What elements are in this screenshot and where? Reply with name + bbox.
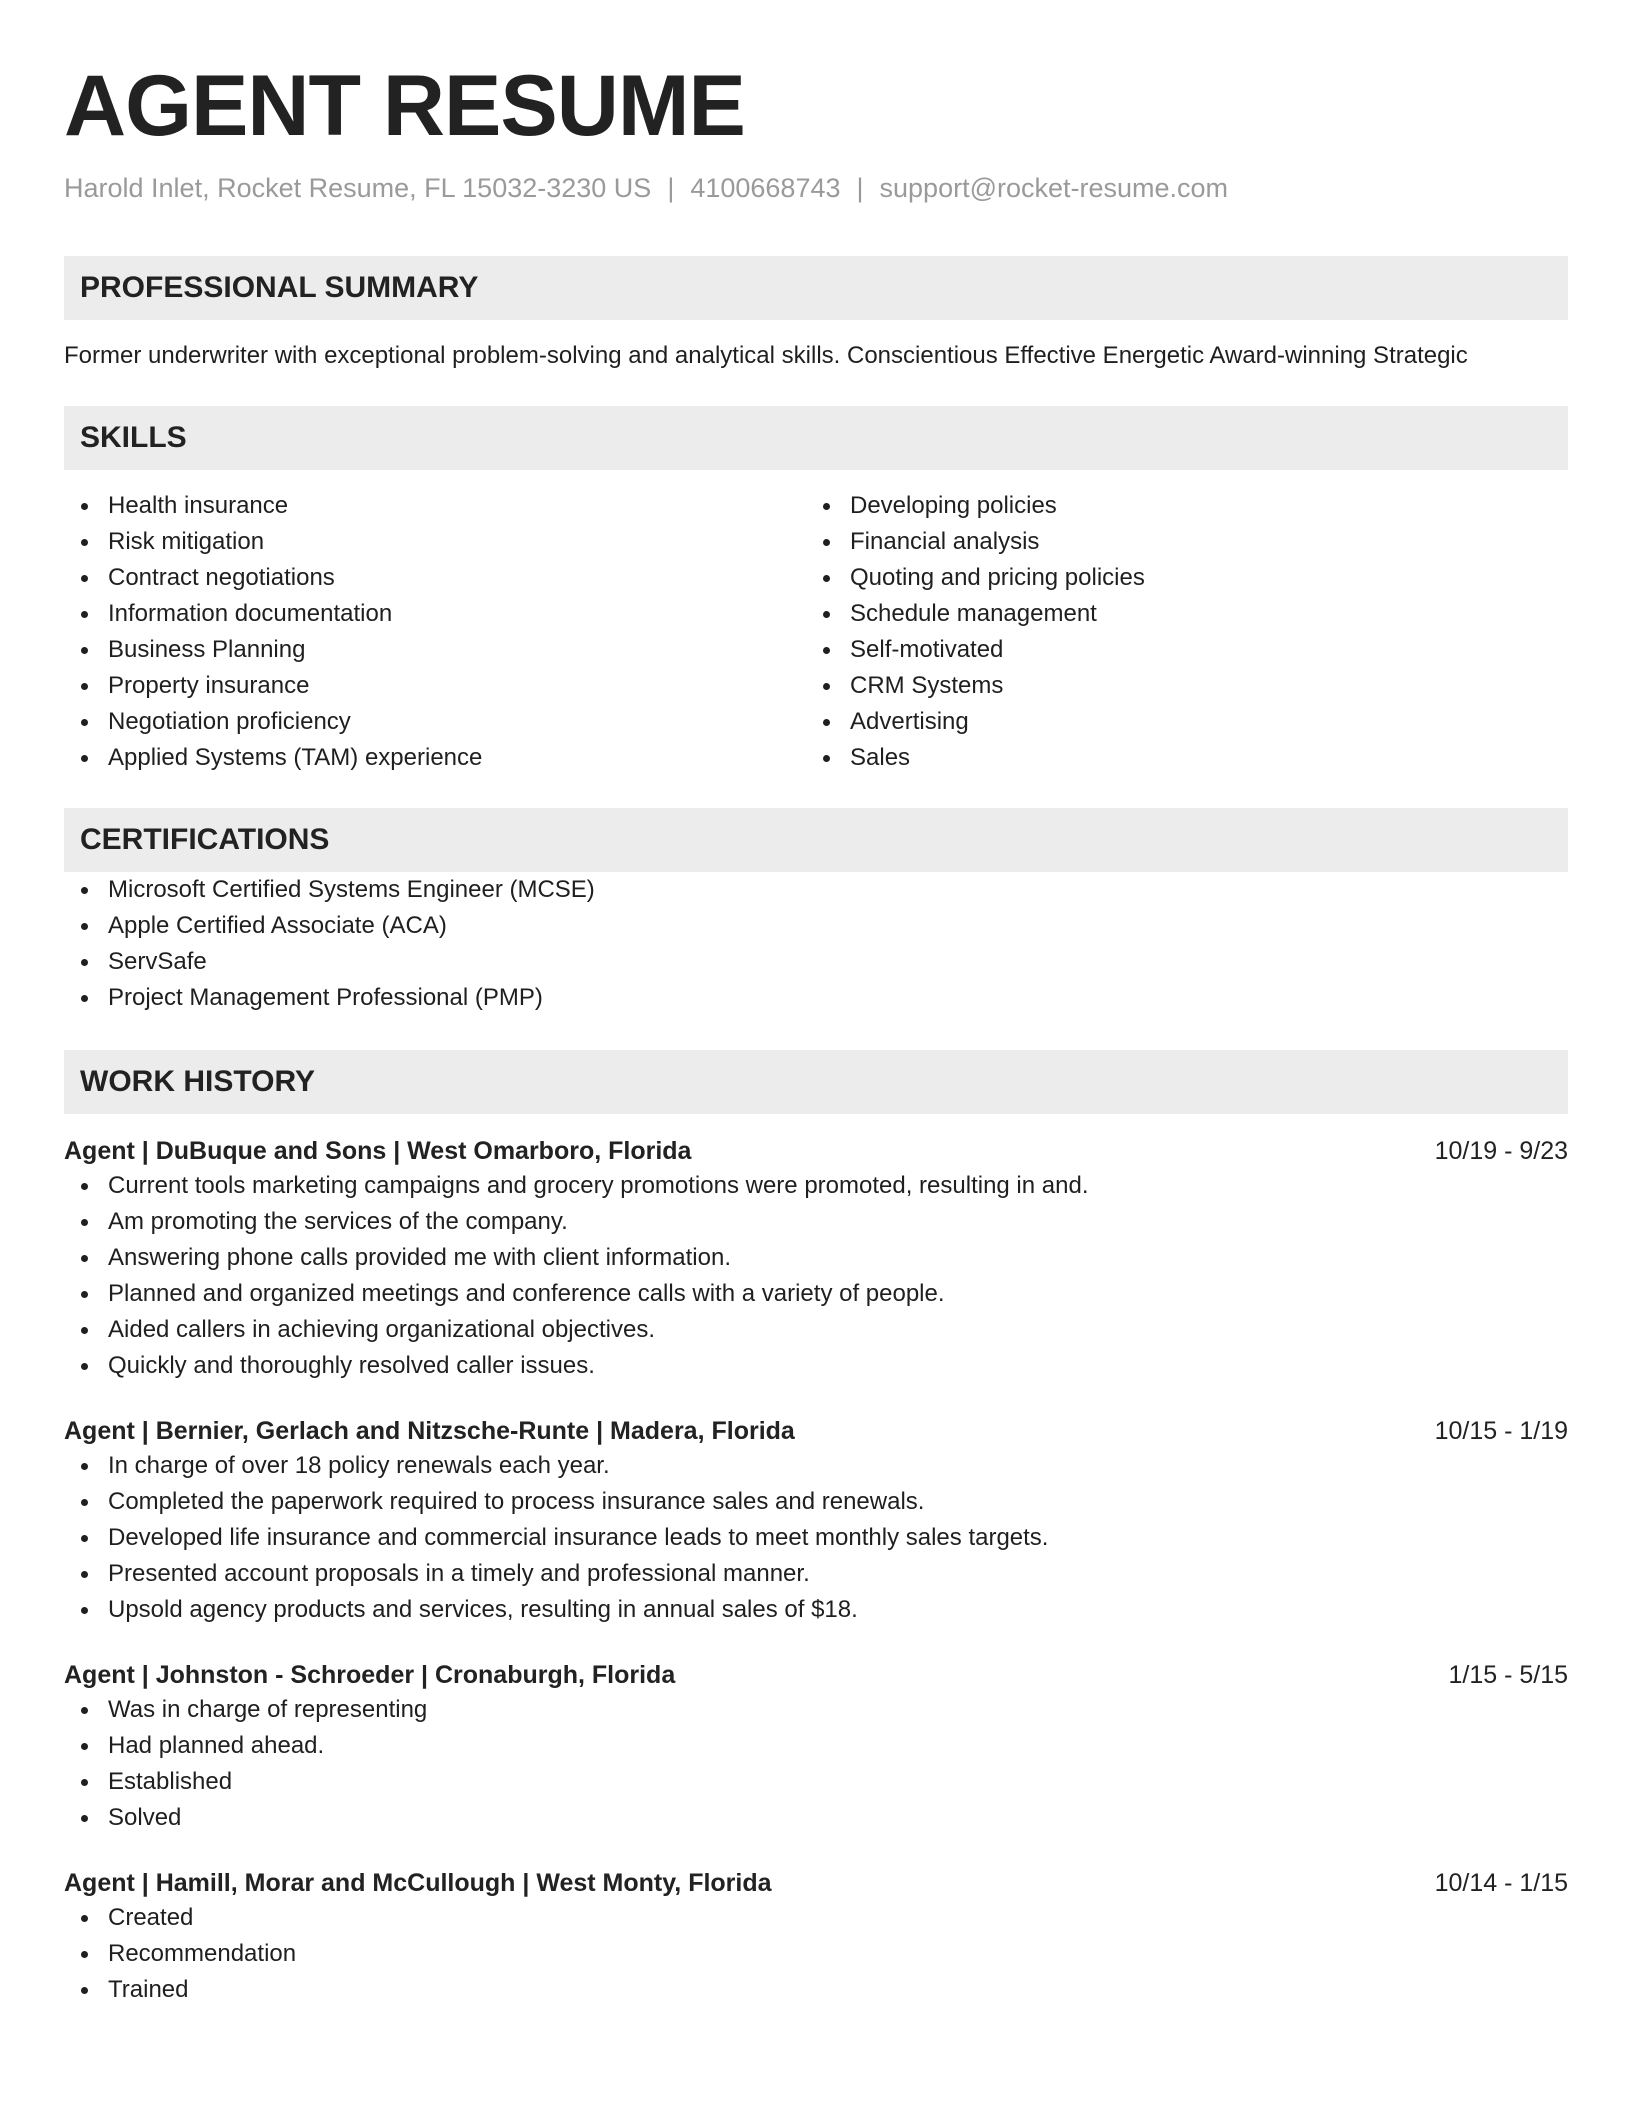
skill-item: Negotiation proficiency [64, 704, 806, 740]
skill-item: Applied Systems (TAM) experience [64, 740, 806, 776]
job-entry [64, 1658, 1568, 1836]
contact-line [64, 170, 1568, 206]
skills-column-left [64, 488, 806, 776]
section-header-summary: PROFESSIONAL SUMMARY [64, 256, 1568, 320]
job-header [64, 1866, 1568, 1900]
resume-title: AGENT RESUME [64, 58, 745, 154]
job-entry [64, 1866, 1568, 2008]
skill-item: Risk mitigation [64, 524, 806, 560]
job-dates: 1/15 - 5/15 [1448, 1661, 1568, 1689]
certification-item: Project Management Professional (PMP) [64, 980, 1568, 1016]
job-header [64, 1658, 1568, 1692]
skill-item: Financial analysis [806, 524, 1548, 560]
job-bullet: Had planned ahead. [64, 1728, 1568, 1764]
job-dates: 10/19 - 9/23 [1434, 1137, 1568, 1165]
job-entry [64, 1134, 1568, 1384]
job-header [64, 1134, 1568, 1168]
job-bullet: Upsold agency products and services, resulting in annual sales of $18. [64, 1592, 1568, 1628]
job-bullets [64, 1168, 1568, 1384]
skill-item: Health insurance [64, 488, 806, 524]
job-bullet: Solved [64, 1800, 1568, 1836]
contact-phone: 4100668743 [690, 173, 841, 203]
skill-item: Advertising [806, 704, 1548, 740]
contact-separator: | [667, 173, 675, 203]
job-bullet: Created [64, 1900, 1568, 1936]
section-header-certifications: CERTIFICATIONS [64, 808, 1568, 872]
job-dates: 10/14 - 1/15 [1434, 1869, 1568, 1897]
job-title: Agent | DuBuque and Sons | West Omarboro, Florida [64, 1137, 692, 1165]
job-title: Agent | Johnston - Schroeder | Cronaburgh, Florida [64, 1661, 676, 1689]
job-bullets [64, 1692, 1568, 1836]
contact-email: support@rocket-resume.com [879, 173, 1229, 203]
job-bullet: Current tools marketing campaigns and grocery promotions were promoted, resulting in and. [64, 1168, 1568, 1204]
section-header-skills: SKILLS [64, 406, 1568, 470]
skills-column-right [806, 488, 1548, 776]
job-title: Agent | Bernier, Gerlach and Nitzsche-Runte | Madera, Florida [64, 1417, 795, 1445]
certifications-list [64, 872, 1568, 1016]
section-header-work-history: WORK HISTORY [64, 1050, 1568, 1114]
skills-list-right [806, 488, 1548, 776]
job-bullet: Am promoting the services of the company. [64, 1204, 1568, 1240]
skills-grid [64, 488, 1568, 776]
contact-separator: | [856, 173, 864, 203]
job-bullet: Completed the paperwork required to process insurance sales and renewals. [64, 1484, 1568, 1520]
certification-item: Apple Certified Associate (ACA) [64, 908, 1568, 944]
skill-item: Contract negotiations [64, 560, 806, 596]
skills-list-left [64, 488, 806, 776]
skill-item: Sales [806, 740, 1548, 776]
job-bullets [64, 1900, 1568, 2008]
skill-item: Schedule management [806, 596, 1548, 632]
job-bullet: Quickly and thoroughly resolved caller issues. [64, 1348, 1568, 1384]
skill-item: Self-motivated [806, 632, 1548, 668]
job-bullet: Planned and organized meetings and conference calls with a variety of people. [64, 1276, 1568, 1312]
job-header [64, 1414, 1568, 1448]
skill-item: Information documentation [64, 596, 806, 632]
job-bullet: Trained [64, 1972, 1568, 2008]
skill-item: CRM Systems [806, 668, 1548, 704]
job-bullet: Answering phone calls provided me with client information. [64, 1240, 1568, 1276]
job-bullet: Presented account proposals in a timely and professional manner. [64, 1556, 1568, 1592]
contact-address: Harold Inlet, Rocket Resume, FL 15032-3230 US [64, 173, 652, 203]
job-bullet: Aided callers in achieving organizational objectives. [64, 1312, 1568, 1348]
job-entry [64, 1414, 1568, 1628]
certification-item: Microsoft Certified Systems Engineer (MCSE) [64, 872, 1568, 908]
skill-item: Quoting and pricing policies [806, 560, 1548, 596]
summary-text: Former underwriter with exceptional problem-solving and analytical skills. Conscientious Effective Energetic Award-winning Strategic [64, 342, 1468, 369]
job-bullets [64, 1448, 1568, 1628]
certification-item: ServSafe [64, 944, 1568, 980]
skill-item: Property insurance [64, 668, 806, 704]
skill-item: Developing policies [806, 488, 1548, 524]
job-title: Agent | Hamill, Morar and McCullough | West Monty, Florida [64, 1869, 772, 1897]
job-bullet: Was in charge of representing [64, 1692, 1568, 1728]
job-bullet: Recommendation [64, 1936, 1568, 1972]
job-bullet: Developed life insurance and commercial insurance leads to meet monthly sales targets. [64, 1520, 1568, 1556]
job-bullet: In charge of over 18 policy renewals each year. [64, 1448, 1568, 1484]
skill-item: Business Planning [64, 632, 806, 668]
job-dates: 10/15 - 1/19 [1434, 1417, 1568, 1445]
job-bullet: Established [64, 1764, 1568, 1800]
